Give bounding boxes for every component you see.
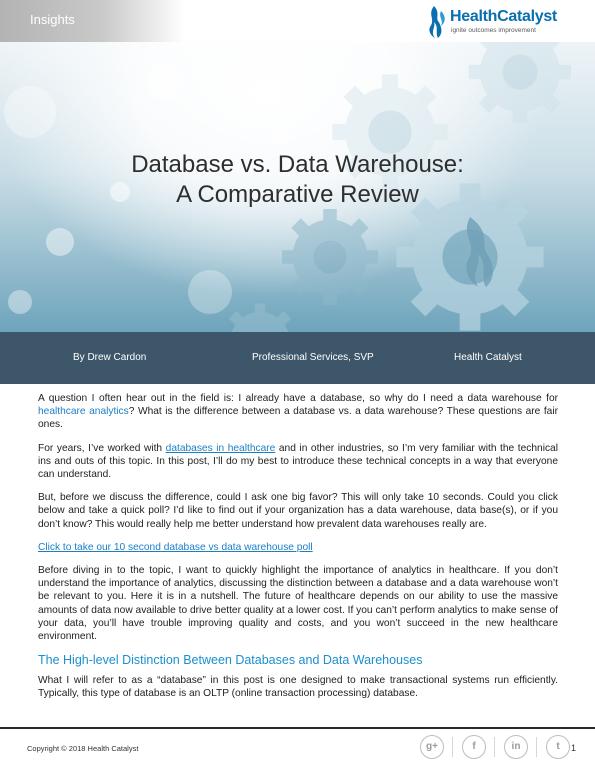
social-divider (452, 737, 453, 757)
poll-link-line (38, 541, 558, 554)
databases-in-healthcare-link[interactable]: databases in healthcare (165, 442, 276, 454)
social-divider (494, 737, 495, 757)
facebook-icon[interactable]: f (462, 735, 486, 759)
page-number: 1 (571, 743, 577, 753)
top-bar (0, 0, 595, 42)
paragraph-5: What I will refer to as a “database” in this post is one designed to make transactional systems run efficiently. Typically, this type of database is an OLTP (online transaction processing) database. (38, 675, 558, 700)
paragraph-1: A question I often hear out in the field is: I already have a database, so why do I need a data warehouse for healthcare analytics? What is the difference between a database vs. a data warehouse? These questions are fair ones. (38, 393, 558, 431)
healthcare-analytics-link[interactable]: healthcare analytics (38, 406, 129, 418)
poll-link[interactable]: Click to take our 10 second database vs data warehouse poll (38, 541, 313, 553)
hero-banner (0, 42, 595, 332)
byline-bar (0, 332, 595, 384)
author-name: By Drew Cardon (73, 352, 147, 363)
author-company: Health Catalyst (454, 352, 522, 363)
paragraph-3: But, before we discuss the difference, could I ask one big favor? This will only take 10 seconds. Could you click below and take a quick poll? I’d like to find out if your organization has a data warehouse, data base(s), or if you don’t know? This would really help me better understand how prevalent data warehouses really are. (38, 492, 558, 530)
copyright: Copyright © 2018 Health Catalyst (27, 744, 139, 753)
section-tag: Insights (0, 0, 185, 42)
page-title (0, 150, 595, 210)
article-body (38, 392, 558, 711)
title-line-2: A Comparative Review (176, 181, 419, 208)
author-role: Professional Services, SVP (252, 352, 374, 363)
logo-tagline: ignite outcomes improvement (451, 27, 536, 34)
logo-name: HealthCatalyst (450, 8, 557, 25)
paragraph-4: Before diving in to the topic, I want to quickly highlight the importance of analytics in healthcare. If you don’t understand the importance of analytics, discussing the distinction between a database and a data warehouse won’t be relevant to you. Here it is in a nutshell. The future of healthcare depends on our ability to use the massive amounts of data now available to drive better quality at a lower cost. If you can’t perform analytics to make sense of your data, you’ll have trouble improving quality and costs, and you won’t succeed in the new healthcare environment. (38, 565, 558, 643)
paragraph-2: For years, I’ve worked with databases in healthcare and in other industries, so I’m very familiar with the technical ins and outs of this topic. In this post, I’ll do my best to introduce these technical concepts in a way that everyone can understand. (38, 442, 558, 481)
title-line-1: Database vs. Data Warehouse: (131, 151, 464, 178)
footer-divider (0, 727, 595, 729)
social-divider (536, 737, 537, 757)
google-plus-icon[interactable]: g+ (420, 735, 444, 759)
flame-icon (424, 5, 448, 39)
linkedin-icon[interactable]: in (504, 735, 528, 759)
health-catalyst-logo[interactable] (424, 5, 589, 39)
twitter-icon[interactable]: t (546, 735, 570, 759)
section-heading: The High-level Distinction Between Databases and Data Warehouses (38, 653, 423, 668)
